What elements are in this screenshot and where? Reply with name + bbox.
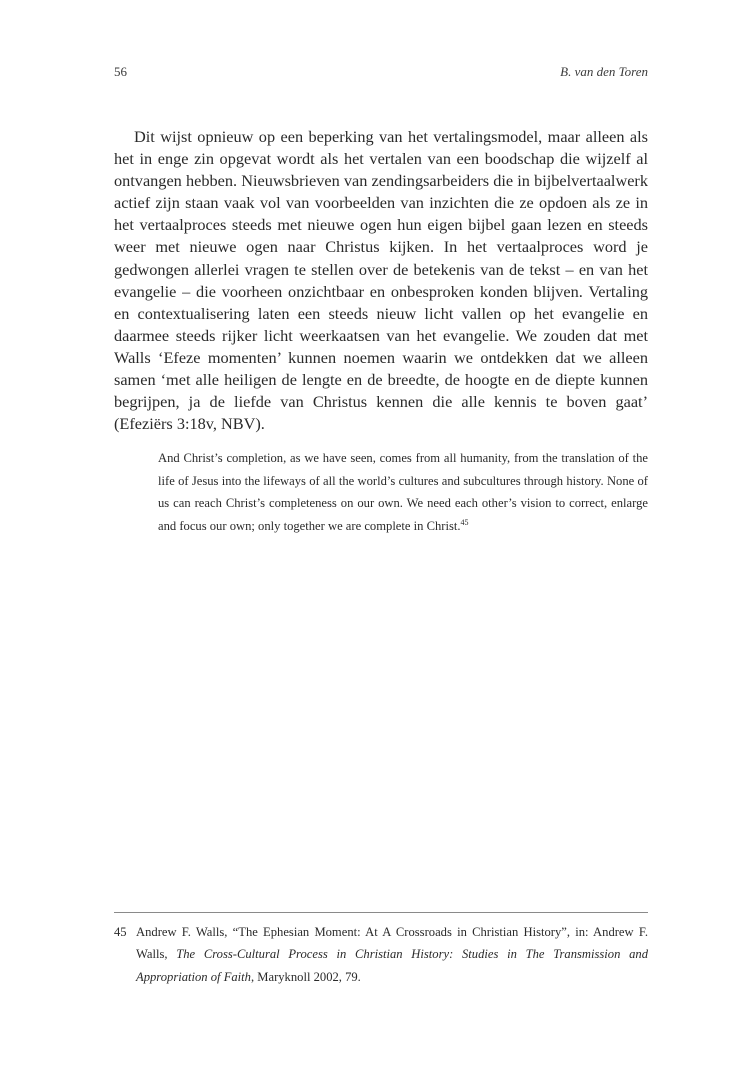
body-paragraph: Dit wijst opnieuw op een beperking van het vertalingsmodel, maar alleen als het in enge zin opgevat wordt als het vertalen van een boodschap die wijzelf al ontvangen hebben. Nieuwsbrieven van zendingsarbeiders die in bijbelvertaalwerk actief zijn staan vaak vol van voorbeelden van inzichten die ze opdoen als ze in het vertaalproces steeds met nieuwe ogen hun eigen bijbel gaan lezen en steeds weer met nieuwe ogen naar Christus kijken. In het vertaalproces word je gedwongen allerlei vragen te stellen over de betekenis van de tekst – en van het evangelie – die voorheen onzichtbaar en onbesproken konden blijven. Vertaling en contextualisering laten een steeds nieuw licht vallen op het evangelie en daarmee steeds rijker licht weerkaatsen van het evangelie. We zouden dat met Walls ‘Efeze momenten’ kunnen noemen waarin we ontdekken dat we alleen samen ‘met alle heiligen de lengte en de breedte, de hoogte en de diepte kunnen begrijpen, ja de liefde van Christus kennen die alle kennis te boven gaat’ (Efeziërs 3:18v, NBV). bbox=[114, 127, 648, 434]
footnote-book-title: The Cross-Cultural Process in Christian History: Studies in The Transmission and Appropriation of Faith bbox=[136, 947, 648, 984]
running-head-author: B. van den Toren bbox=[560, 64, 648, 79]
footnote-text-post: , Maryknoll 2002, 79. bbox=[250, 969, 361, 984]
footnote-text-pre: Andrew F. Walls, “The Ephesian Moment: At A Crossroads in Christian History”, in: Andrew F. Walls, bbox=[136, 925, 648, 962]
footnote-separator bbox=[114, 912, 648, 913]
page-number: 56 bbox=[114, 64, 127, 79]
block-quote-text: And Christ’s completion, as we have seen, comes from all humanity, from the translation of the life of Jesus into the lifeways of all the world’s cultures and subcultures through history. None of us can reach Christ’s completeness on our own. We need each other’s vision to correct, enlarge and focus our own; only together we are complete in Christ. bbox=[158, 451, 648, 533]
footnote-text bbox=[136, 921, 648, 988]
footnote-number: 45 bbox=[114, 925, 127, 939]
footnote bbox=[114, 921, 648, 988]
footnote-reference[interactable]: 45 bbox=[460, 517, 469, 527]
block-quote bbox=[158, 447, 648, 537]
